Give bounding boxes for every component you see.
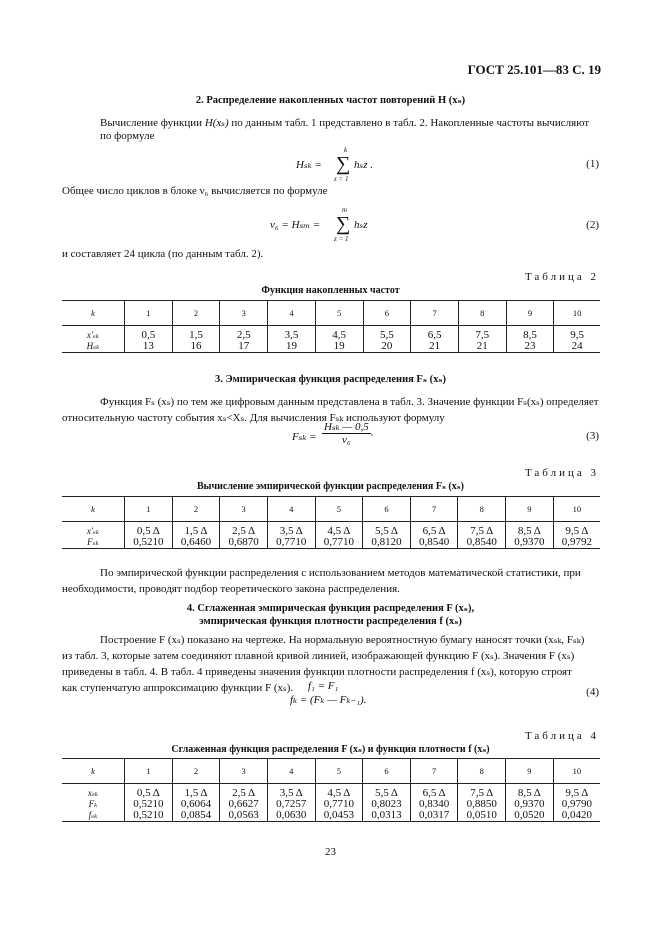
section-4-title-line-1: 4. Сглаженная эмпирическая функция распределения F (xₛ), xyxy=(186,603,475,614)
k-value-cell: 1 xyxy=(125,759,173,784)
cell-value: 0,5210 xyxy=(133,809,164,821)
row-label: Hₛₖ xyxy=(86,341,100,351)
table-cell xyxy=(220,784,268,822)
cell-value: 0,0630 xyxy=(276,809,307,821)
section-2-title: 2. Распределение накопленных частот повторений H (xₛ) xyxy=(195,95,466,106)
k-value-cell: 10 xyxy=(553,497,600,522)
k-value-cell: 7 xyxy=(410,759,458,784)
row-label: xₛₖ xyxy=(87,788,99,798)
table-4 xyxy=(62,758,600,822)
cell-value: 0,0420 xyxy=(561,809,592,821)
between-paragraph: По эмпирической функции распределения с использованием методов математической статистики, при необходимости, проводят подбор теоретического закона распределения. xyxy=(62,567,581,595)
page-number: 23 xyxy=(325,846,336,858)
table-cell xyxy=(315,784,363,822)
k-value-cell: 7 xyxy=(411,301,459,326)
equation-4-number: (4) xyxy=(586,686,599,698)
equation-4-line-2: fₖ = (Fₖ — Fₖ₋₁). xyxy=(290,694,367,706)
cell-value: 21 xyxy=(476,340,488,352)
row-label: fₛₖ xyxy=(88,810,98,820)
table-cell xyxy=(220,522,268,549)
k-value-cell: 7 xyxy=(410,497,458,522)
table-cell xyxy=(172,522,220,549)
cell-value: 8,5 xyxy=(523,329,537,341)
cell-value: 0,0510 xyxy=(466,809,497,821)
table-cell xyxy=(363,522,411,549)
cell-value: 9,5 Δ xyxy=(565,525,589,537)
k-value-cell: 9 xyxy=(506,497,554,522)
cell-value: 3,5 Δ xyxy=(279,525,303,537)
cell-value: 3,5 xyxy=(284,329,299,341)
row-labels-cell xyxy=(62,326,125,353)
k-value-cell: 6 xyxy=(363,497,411,522)
k-value-cell: 8 xyxy=(458,497,506,522)
k-value-cell: 9 xyxy=(506,759,554,784)
table-cell xyxy=(506,326,554,353)
cell-value: 0,7710 xyxy=(323,798,354,810)
k-value-cell: 8 xyxy=(458,759,506,784)
k-value-cell: 3 xyxy=(220,497,268,522)
table-cell xyxy=(268,326,316,353)
cell-value: 0,7257 xyxy=(276,798,307,810)
equation-2: ν₆ = Hₛₘ = m ∑ z = 1 hₛz xyxy=(270,206,368,243)
equation-1: Hₛₖ = k ∑ z = 1 hₛz . xyxy=(296,146,373,183)
table-cell xyxy=(363,784,411,822)
table-cell xyxy=(267,784,315,822)
table-cell xyxy=(458,522,506,549)
table-cell xyxy=(410,522,458,549)
cell-value: 0,9370 xyxy=(514,798,545,810)
k-value-cell: 2 xyxy=(172,759,220,784)
table-cell xyxy=(506,522,554,549)
table-4-header-row xyxy=(62,759,600,784)
table-cell xyxy=(458,326,506,353)
k-header-cell: k xyxy=(62,497,125,522)
k-value-cell: 1 xyxy=(125,497,173,522)
table-cell xyxy=(220,326,268,353)
cell-value: 0,0313 xyxy=(371,809,402,821)
table-3-header-row xyxy=(62,497,600,522)
row-label: Fₖ xyxy=(88,799,98,809)
k-value-cell: 10 xyxy=(553,759,600,784)
document-header: ГОСТ 25.101—83 С. 19 xyxy=(467,62,601,77)
k-value-cell: 8 xyxy=(458,301,506,326)
cell-value: 0,0453 xyxy=(323,809,354,821)
cell-value: 7,5 xyxy=(475,329,490,341)
table-cell xyxy=(363,326,411,353)
table-cell xyxy=(172,326,220,353)
cell-value: 6,5 xyxy=(427,329,442,341)
cell-value: 5,5 Δ xyxy=(374,787,398,799)
row-label: x'ₛₖ xyxy=(86,526,100,536)
k-header-cell: k xyxy=(62,759,125,784)
cell-value: 0,8120 xyxy=(371,536,402,548)
k-value-cell: 3 xyxy=(220,759,268,784)
table-cell xyxy=(458,784,506,822)
cell-value: 0,6064 xyxy=(180,798,212,810)
table-3-label: Таблица 3 xyxy=(524,467,599,479)
k-value-cell: 2 xyxy=(172,301,220,326)
cell-value: 0,6627 xyxy=(228,798,259,810)
cell-value: 20 xyxy=(381,340,393,352)
k-value-cell: 5 xyxy=(315,497,363,522)
cell-value: 0,8850 xyxy=(466,798,497,810)
cell-value: 0,7710 xyxy=(323,536,354,548)
cell-value: 1,5 xyxy=(189,329,203,341)
cell-value: 8,5 Δ xyxy=(517,525,541,537)
cell-value: 5,5 Δ xyxy=(374,525,398,537)
cell-value: 0,8340 xyxy=(418,798,450,810)
table-4-label: Таблица 4 xyxy=(524,730,599,742)
table-2-header-row xyxy=(62,301,600,326)
cell-value: 9,5 xyxy=(570,329,585,341)
k-value-cell: 9 xyxy=(506,301,554,326)
cell-value: 24 xyxy=(571,340,583,352)
cell-value: 1,5 Δ xyxy=(184,525,208,537)
equation-3: Fₛₖ = $\frac{\text{Hₛₖ — 0,5}}{\text{ν₆}}$ . xyxy=(292,421,374,446)
cell-value: 2,5 Δ xyxy=(232,787,256,799)
section-4-title-line-2: эмпирическая функция плотности распределения f (xₛ) xyxy=(199,616,462,627)
cell-value: 0,7710 xyxy=(276,536,307,548)
cell-value: 23 xyxy=(524,340,536,352)
cell-value: 2,5 xyxy=(236,329,251,341)
table-cell xyxy=(506,784,554,822)
cell-value: 0,5 Δ xyxy=(136,787,160,799)
table-4-caption: Сглаженная функция распределения F (xₛ) и функция плотности f (xₛ) xyxy=(171,744,490,755)
row-label: Fₛₖ xyxy=(87,537,99,547)
section-2-para-3: и составляет 24 цикла (по данным табл. 2). xyxy=(62,248,264,260)
cell-value: 9,5 Δ xyxy=(565,787,589,799)
section-2-para-2: Общее число циклов в блоке ν₆ вычисляется по формуле xyxy=(62,185,328,197)
cell-value: 0,5 xyxy=(141,329,156,341)
cell-value: 19 xyxy=(285,340,297,352)
cell-value: 17 xyxy=(238,340,250,352)
table-cell xyxy=(125,522,173,549)
cell-value: 0,8540 xyxy=(418,536,450,548)
cell-value: 1,5 Δ xyxy=(184,787,208,799)
cell-value: 0,9790 xyxy=(561,798,592,810)
cell-value: 19 xyxy=(333,340,345,352)
row-labels-cell xyxy=(62,522,125,549)
k-value-cell: 4 xyxy=(268,301,316,326)
cell-value: 6,5 Δ xyxy=(422,525,446,537)
cell-value: 0,8540 xyxy=(466,536,497,548)
table-2-caption: Функция накопленных частот xyxy=(261,285,400,296)
cell-value: 0,9792 xyxy=(561,536,592,548)
cell-value: 4,5 Δ xyxy=(327,787,351,799)
cell-value: 4,5 Δ xyxy=(327,525,351,537)
equation-4-line-1: f₁ = F₁ xyxy=(308,680,339,692)
k-value-cell: 6 xyxy=(363,301,411,326)
cell-value: 0,6460 xyxy=(180,536,212,548)
section-3-title: 3. Эмпирическая функция распределения Fₛ (xₛ) xyxy=(215,374,446,385)
cell-value: 0,0317 xyxy=(418,809,450,821)
table-3-body-row xyxy=(62,522,600,549)
section-2-para-1: Вычисление функции H(xₛ) по данным табл. 1 представлено в табл. 2. Накопленные частоты вычисляют xyxy=(100,117,590,129)
table-cell xyxy=(172,784,220,822)
k-value-cell: 6 xyxy=(363,759,411,784)
cell-value: 16 xyxy=(190,340,202,352)
cell-value: 6,5 Δ xyxy=(422,787,446,799)
table-2-label: Таблица 2 xyxy=(524,271,599,283)
table-cell xyxy=(315,522,363,549)
k-value-cell: 5 xyxy=(315,759,363,784)
equation-2-number: (2) xyxy=(586,219,599,231)
k-header-cell: k xyxy=(62,301,125,326)
cell-value: 0,9370 xyxy=(514,536,545,548)
cell-value: 0,8023 xyxy=(371,798,402,810)
table-cell xyxy=(125,784,173,822)
k-value-cell: 2 xyxy=(172,497,220,522)
table-3-caption: Вычисление эмпирической функции распределения Fₛ (xₛ) xyxy=(197,481,464,492)
row-labels-cell xyxy=(62,784,125,822)
k-value-cell: 1 xyxy=(125,301,173,326)
table-cell xyxy=(125,326,173,353)
table-2-body-row xyxy=(62,326,600,353)
table-2 xyxy=(62,300,600,353)
k-value-cell: 10 xyxy=(554,301,600,326)
table-cell xyxy=(553,522,600,549)
k-value-cell: 5 xyxy=(315,301,363,326)
section-4-para: Построение F (xₛ) показано на чертеже. На нормальную вероятностную бумагу наносят точки (xₛₖ, Fₛₖ) из табл. 3, которые затем соединяют плавной кривой линией, изображающей функцию F (xₛ). Значения F (xₛ) приведены в табл. 4. В табл. 4 приведены значения функции плотности распределения f (xₛ), которую строят как ступенчатую аппроксимацию функции F (xₛ). xyxy=(62,634,585,694)
cell-value: 3,5 Δ xyxy=(279,787,303,799)
cell-value: 2,5 Δ xyxy=(232,525,256,537)
cell-value: 0,5210 xyxy=(133,536,164,548)
k-value-cell: 4 xyxy=(267,759,315,784)
table-cell xyxy=(553,784,600,822)
section-2-para-1-tail: по формуле xyxy=(100,130,155,142)
table-cell xyxy=(411,326,459,353)
k-value-cell: 3 xyxy=(220,301,268,326)
table-4-body-row xyxy=(62,784,600,822)
table-cell xyxy=(554,326,600,353)
table-cell xyxy=(267,522,315,549)
equation-1-number: (1) xyxy=(586,158,599,170)
cell-value: 7,5 Δ xyxy=(470,787,494,799)
row-label: x'ₛₖ xyxy=(86,330,100,340)
cell-value: 21 xyxy=(429,340,441,352)
cell-value: 5,5 xyxy=(379,329,394,341)
table-cell xyxy=(315,326,363,353)
cell-value: 0,6870 xyxy=(228,536,259,548)
table-cell xyxy=(410,784,458,822)
table-3 xyxy=(62,496,600,549)
cell-value: 0,0520 xyxy=(514,809,545,821)
cell-value: 8,5 Δ xyxy=(517,787,541,799)
cell-value: 0,0563 xyxy=(228,809,259,821)
section-3-para-1: Функция Fₛ (xₛ) по тем же цифровым данным представлена в табл. 3. Значение функции Fₛ(xₛ) определяет относительную частоту события xₛ<Xₛ. Для вычисления Fₛₖ используют формулу xyxy=(62,396,599,424)
cell-value: 13 xyxy=(142,340,154,352)
cell-value: 0,0854 xyxy=(180,809,212,821)
cell-value: 0,5 Δ xyxy=(136,525,160,537)
cell-value: 0,5210 xyxy=(133,798,164,810)
cell-value: 4,5 xyxy=(332,329,347,341)
equation-3-number: (3) xyxy=(586,430,599,442)
k-value-cell: 4 xyxy=(267,497,315,522)
cell-value: 7,5 Δ xyxy=(470,525,494,537)
